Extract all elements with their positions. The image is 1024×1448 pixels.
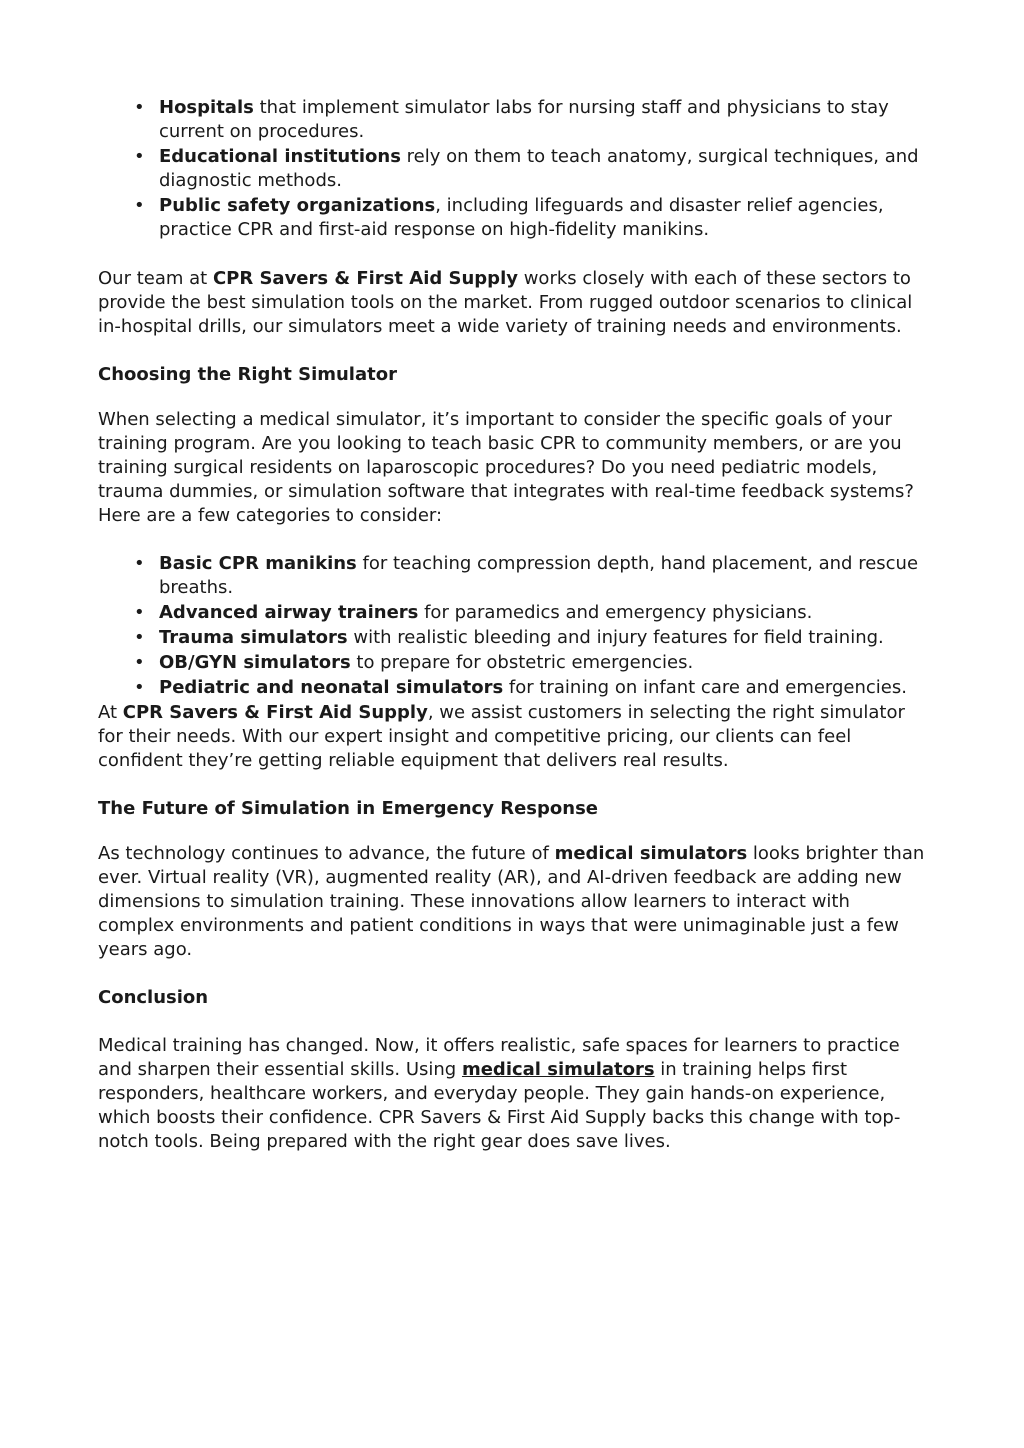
list-item-bold: Trauma simulators [159, 627, 348, 648]
list-item [159, 601, 928, 625]
company-name: CPR Savers & First Aid Supply [122, 702, 428, 723]
list-item [159, 676, 928, 700]
list-item-text: for training on infant care and emergencies. [503, 677, 907, 698]
company-name: CPR Savers & First Aid Supply [212, 268, 518, 289]
list-item-text: to prepare for obstetric emergencies. [350, 652, 694, 673]
list-item [159, 552, 928, 600]
list-item-text: with realistic bleeding and injury features for field training. [347, 627, 884, 648]
choosing-paragraph: When selecting a medical simulator, it’s important to consider the specific goals of your training program. Are you looking to teach basic CPR to community members, or are you training surgical residents on laparoscopic procedures? Do you need pediatric models, trauma dummies, or simulation software that integrates with real-time feedback systems? Here are a few categories to consider: [98, 409, 914, 526]
list-item [159, 626, 928, 650]
conclusion-paragraph: Medical training has changed. Now, it offers realistic, safe spaces for learners to practice and sharpen their essential skills. Using medical simulators in training helps first responders, healthcare workers, and everyday people. They gain hands-on experience, which boosts their confidence. CPR Savers & First Aid Supply backs this change with top-notch tools. Being prepared with the right gear does save lives. [98, 1035, 901, 1152]
list-item-text: rely on them to teach anatomy, surgical techniques, and diagnostic methods. [159, 146, 919, 191]
list-item [159, 651, 928, 675]
future-paragraph: As technology continues to advance, the future of medical simulators looks brighter than ever. Virtual reality (VR), augmented reality (AR), and AI-driven feedback are adding new dimensions to simulation training. These innovations allow learners to interact with complex environments and patient conditions in ways that were unimaginable just a few years ago. [98, 843, 925, 960]
list-item [159, 194, 928, 242]
keyword-bold: medical simulators [554, 843, 748, 864]
list-item [159, 96, 928, 144]
categories-list [98, 552, 928, 700]
list-item-bold: Educational institutions [159, 146, 401, 167]
list-item-text: for teaching compression depth, hand placement, and rescue breaths. [159, 553, 919, 598]
assist-paragraph: At CPR Savers & First Aid Supply, we assist customers in selecting the right simulator for their needs. With our expert insight and competitive pricing, our clients can feel confident they’re getting reliable equipment that delivers real results. [98, 702, 905, 771]
list-item-bold: Advanced airway trainers [159, 602, 419, 623]
list-item-bold: OB/GYN simulators [159, 652, 351, 673]
list-item-bold: Hospitals [159, 97, 254, 118]
list-item-bold: Public safety organizations [159, 195, 436, 216]
team-paragraph: Our team at CPR Savers & First Aid Supply works closely with each of these sectors to provide the best simulation tools on the market. From rugged outdoor scenarios to clinical in-hospital drills, our simulators meet a wide variety of training needs and environments. [98, 268, 913, 337]
list-item-bold: Basic CPR manikins [159, 553, 357, 574]
sectors-list [98, 96, 928, 242]
list-item-text: for paramedics and emergency physicians. [418, 602, 813, 623]
list-item [159, 145, 928, 193]
list-item-text: , including lifeguards and disaster relief agencies, practice CPR and first-aid response on high-fidelity manikins. [159, 195, 884, 240]
heading-future: The Future of Simulation in Emergency Response [98, 798, 598, 819]
heading-conclusion: Conclusion [98, 987, 209, 1008]
medical-simulators-link[interactable]: medical simulators [461, 1059, 655, 1080]
document-body [98, 96, 928, 1154]
list-item-bold: Pediatric and neonatal simulators [159, 677, 504, 698]
heading-choosing: Choosing the Right Simulator [98, 364, 397, 385]
list-item-text: that implement simulator labs for nursing staff and physicians to stay current on procedures. [159, 97, 889, 142]
